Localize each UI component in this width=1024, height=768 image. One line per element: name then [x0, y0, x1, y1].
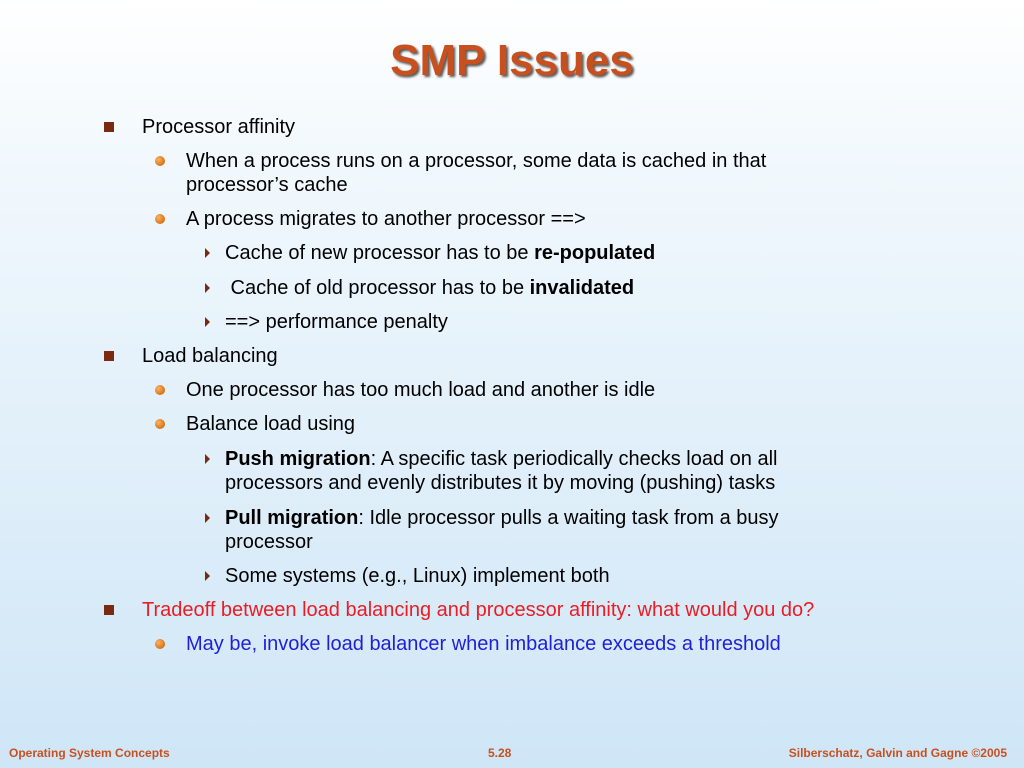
triangle-bullet-icon: [205, 571, 210, 581]
sub-sub-item-repopulated: [225, 241, 655, 265]
sub-sub-item-invalidated: [225, 276, 634, 300]
sub-sub-item-linux: Some systems (e.g., Linux) implement both: [225, 565, 610, 587]
bullet-item-load-balancing: Load balancing: [142, 345, 278, 367]
footer-course-title: Operating System Concepts: [9, 746, 170, 760]
circle-bullet-icon: [155, 385, 165, 395]
sub-sub-item-push-migration-cont: processors and evenly distributes it by moving (pushing) tasks: [225, 472, 776, 494]
square-bullet-icon: [104, 122, 114, 132]
sub-item-balance-load: Balance load using: [186, 413, 356, 435]
sub-item-too-much-load: One processor has too much load and another is idle: [186, 379, 656, 401]
sub-item-load-balancer-threshold: May be, invoke load balancer when imbalance exceeds a threshold: [186, 633, 781, 655]
triangle-bullet-icon: [205, 454, 210, 464]
item-bold-text: Push migration: [225, 448, 371, 470]
bullet-item-processor-affinity: Processor affinity: [142, 116, 296, 138]
square-bullet-icon: [104, 605, 114, 615]
item-bold-text: invalidated: [529, 277, 635, 299]
slide-title: SMP Issues: [390, 36, 634, 85]
sub-sub-item-pull-migration: [225, 506, 779, 530]
item-text: : Idle processor pulls a waiting task from a busy: [358, 507, 779, 529]
triangle-bullet-icon: [205, 513, 210, 523]
footer-copyright: Silberschatz, Galvin and Gagne ©2005: [788, 746, 1007, 760]
bullet-item-tradeoff: Tradeoff between load balancing and processor affinity: what would you do?: [142, 599, 815, 621]
triangle-bullet-icon: [205, 248, 210, 258]
item-text: Cache of new processor has to be: [225, 242, 535, 264]
footer-slide-number: 5.28: [488, 746, 512, 760]
triangle-bullet-icon: [205, 317, 210, 327]
item-bold-text: Pull migration: [225, 507, 359, 529]
sub-sub-item-performance-penalty: ==> performance penalty: [225, 311, 448, 333]
sub-item-data-cached: When a process runs on a processor, some data is cached in that: [186, 150, 767, 172]
sub-item-data-cached-cont: processor’s cache: [186, 174, 348, 196]
sub-sub-item-pull-migration-cont: processor: [225, 531, 313, 553]
circle-bullet-icon: [155, 419, 165, 429]
circle-bullet-icon: [155, 639, 165, 649]
circle-bullet-icon: [155, 156, 165, 166]
triangle-bullet-icon: [205, 283, 210, 293]
sub-sub-item-push-migration: [225, 447, 777, 471]
sub-item-process-migrates: A process migrates to another processor ==>: [186, 208, 586, 230]
square-bullet-icon: [104, 351, 114, 361]
item-text: Cache of old processor has to be: [225, 277, 530, 299]
circle-bullet-icon: [155, 214, 165, 224]
item-text: : A specific task periodically checks load on all: [370, 448, 778, 470]
item-bold-text: re-populated: [534, 242, 656, 264]
